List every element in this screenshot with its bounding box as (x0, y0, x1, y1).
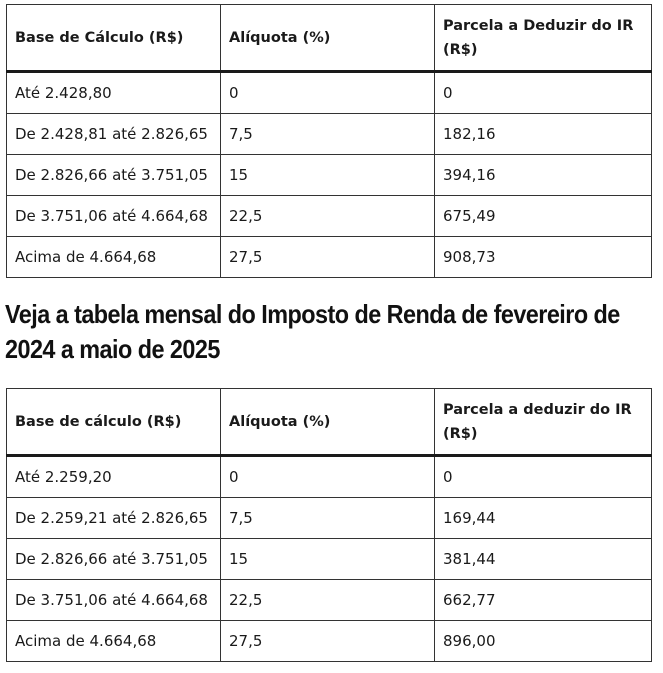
tax-table-current (6, 4, 652, 278)
table-row (7, 621, 652, 662)
cell-base: De 2.259,21 até 2.826,65 (7, 498, 221, 539)
cell-base: Até 2.428,80 (7, 72, 221, 114)
cell-deduction: 381,44 (435, 539, 652, 580)
table-row (7, 498, 652, 539)
table-row (7, 196, 652, 237)
cell-rate: 7,5 (221, 114, 435, 155)
cell-base: Acima de 4.664,68 (7, 237, 221, 278)
cell-rate: 22,5 (221, 580, 435, 621)
column-header-base: Base de cálculo (R$) (7, 389, 221, 456)
cell-rate: 27,5 (221, 621, 435, 662)
table-row (7, 237, 652, 278)
cell-base: De 3.751,06 até 4.664,68 (7, 580, 221, 621)
column-header-deduction: Parcela a Deduzir do IR (R$) (435, 5, 652, 72)
cell-deduction: 675,49 (435, 196, 652, 237)
column-header-base: Base de Cálculo (R$) (7, 5, 221, 72)
cell-deduction: 0 (435, 456, 652, 498)
section-heading: Veja a tabela mensal do Imposto de Renda de fevereiro de 2024 a maio de 2025 (5, 299, 620, 364)
table-row (7, 114, 652, 155)
cell-rate: 0 (221, 72, 435, 114)
table-header-row (7, 389, 652, 456)
cell-deduction: 169,44 (435, 498, 652, 539)
cell-base: De 2.826,66 até 3.751,05 (7, 539, 221, 580)
column-header-deduction: Parcela a deduzir do IR (R$) (435, 389, 652, 456)
cell-deduction: 0 (435, 72, 652, 114)
cell-base: De 2.826,66 até 3.751,05 (7, 155, 221, 196)
table-row (7, 456, 652, 498)
cell-rate: 15 (221, 155, 435, 196)
table-row (7, 539, 652, 580)
cell-deduction: 908,73 (435, 237, 652, 278)
cell-base: De 3.751,06 até 4.664,68 (7, 196, 221, 237)
cell-deduction: 394,16 (435, 155, 652, 196)
cell-base: Acima de 4.664,68 (7, 621, 221, 662)
table-header-row (7, 5, 652, 72)
cell-deduction: 662,77 (435, 580, 652, 621)
cell-base: De 2.428,81 até 2.826,65 (7, 114, 221, 155)
cell-rate: 22,5 (221, 196, 435, 237)
cell-deduction: 896,00 (435, 621, 652, 662)
table-row (7, 155, 652, 196)
tax-table-previous (6, 388, 652, 662)
column-header-rate: Alíquota (%) (221, 5, 435, 72)
table-row (7, 72, 652, 114)
cell-base: Até 2.259,20 (7, 456, 221, 498)
cell-rate: 27,5 (221, 237, 435, 278)
cell-rate: 0 (221, 456, 435, 498)
table-row (7, 580, 652, 621)
column-header-rate: Alíquota (%) (221, 389, 435, 456)
cell-rate: 7,5 (221, 498, 435, 539)
cell-rate: 15 (221, 539, 435, 580)
cell-deduction: 182,16 (435, 114, 652, 155)
